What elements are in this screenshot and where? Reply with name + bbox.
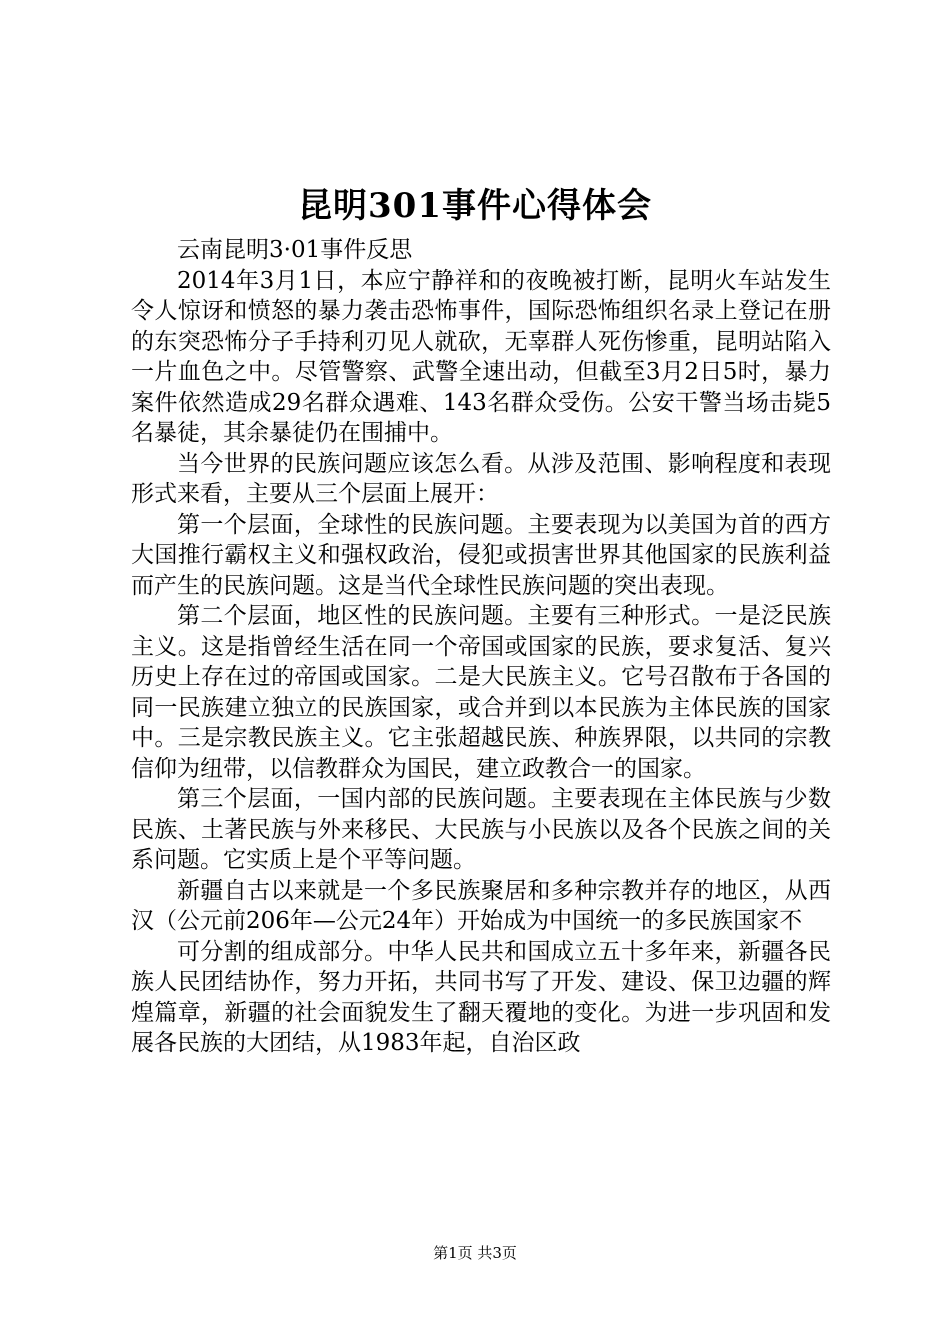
paragraph-xinjiang: 新疆自古以来就是一个多民族聚居和多种宗教并存的地区，从西汉（公元前206年—公元24年）开始成为中国统一的多民族国家不 bbox=[131, 877, 831, 934]
paragraph-question: 当今世界的民族问题应该怎么看。从涉及范围、影响程度和表现形式来看，主要从三个层面上展开： bbox=[131, 450, 831, 507]
document-body bbox=[131, 235, 831, 1059]
paragraph-level-two: 第二个层面，地区性的民族问题。主要有三种形式。一是泛民族主义。这是指曾经生活在同一个帝国或国家的民族，要求复活、复兴历史上存在过的帝国或国家。二是大民族主义。它号召散布于各国的同一民族建立独立的民族国家，或合并到以本民族为主体民族的国家中。三是宗教民族主义。它主张超越民族、种族界限，以共同的宗教信仰为纽带，以信教群众为国民，建立政教合一的国家。 bbox=[131, 603, 831, 782]
paragraph-level-one: 第一个层面，全球性的民族问题。主要表现为以美国为首的西方大国推行霸权主义和强权政治，侵犯或损害世界其他国家的民族利益而产生的民族问题。这是当代全球性民族问题的突出表现。 bbox=[131, 511, 831, 599]
document-title: 昆明301事件心得体会 bbox=[298, 186, 652, 226]
page-footer: 第1页 共3页 bbox=[433, 1244, 517, 1262]
paragraph-subtitle: 云南昆明3·01事件反思 bbox=[177, 237, 413, 263]
paragraph-level-three: 第三个层面，一国内部的民族问题。主要表现在主体民族与少数民族、土著民族与外来移民、大民族与小民族以及各个民族之间的关系问题。它实质上是个平等问题。 bbox=[131, 786, 831, 873]
paragraph-event: 2014年3月1日，本应宁静祥和的夜晚被打断，昆明火车站发生令人惊讶和愤怒的暴力袭击恐怖事件，国际恐怖组织名录上登记在册的东突恐怖分子手持利刃见人就砍，无辜群人死伤惨重，昆明站陷入一片血色之中。尽管警察、武警全速出动，但截至3月2日5时，暴力案件依然造成29名群众遇难、143名群众受伤。公安干警当场击毙5名暴徒，其余暴徒仍在围捕中。 bbox=[131, 267, 831, 446]
paragraph-continuation: 可分割的组成部分。中华人民共和国成立五十多年来，新疆各民族人民团结协作，努力开拓，共同书写了开发、建设、保卫边疆的辉煌篇章，新疆的社会面貌发生了翻天覆地的变化。为进一步巩固和发展各民族的大团结，从1983年起，自治区政 bbox=[131, 938, 831, 1056]
